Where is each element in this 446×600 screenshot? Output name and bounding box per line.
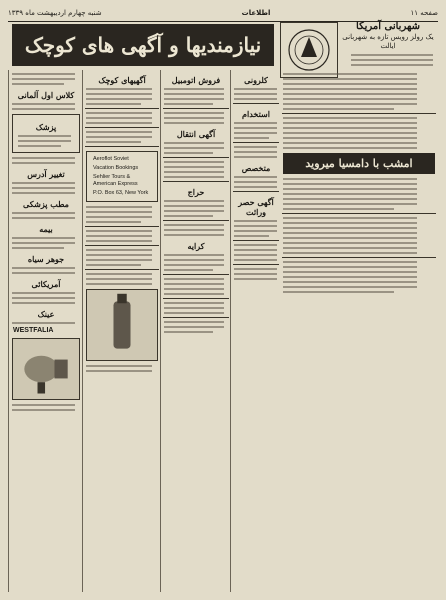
page-number: صفحه ۱۱ [410,9,438,17]
machine-illustration-icon [13,339,79,399]
ad-small-ads: آگهیهای کوچک [98,75,146,85]
advert-headline: شهربانی آمریکا [356,21,420,32]
cinema-advert [283,153,435,174]
bottle-illustration [86,289,158,361]
ad-rent: کرایه [187,241,205,251]
column-1 [8,70,83,592]
ad-tours: Sehlier Tours & American Express [93,174,138,187]
brand-westfalia: WESTFALIA [13,327,54,334]
emblem-icon [281,23,337,77]
column-4 [230,70,281,592]
ad-address-change: تغییر آدرس [27,169,65,179]
ad-clerony: کلرونی [244,75,268,85]
column-5 [280,70,438,592]
classifieds-banner [12,24,274,66]
ad-ink: جوهر سیاه [27,254,65,264]
ad-transfer: آگهی انتقال [176,129,216,139]
westfalia-illustration [12,338,80,400]
ad-box-travel [86,151,158,202]
ad-clinic: مطب پزشکی [23,199,69,209]
ad-glasses: عینک [37,309,55,319]
ad-box-doctor [12,114,80,153]
ad-specialist: متخصص [241,163,271,173]
ad-doctor: پزشک [35,122,57,132]
ad-american: آمریکائی [31,279,61,289]
advert-subline: یک رولز رویس تازه به شهربانی ایالت [342,33,434,50]
column-3 [160,70,231,592]
ad-german-class: کلاس اول آلمانی [17,90,75,100]
ad-car-sale: فروش اتومبیل [171,75,221,85]
newspaper-name: اطلاعات [241,9,271,17]
cinema-advert-title: امشب با دامسیا میروید [305,157,413,170]
ad-insurance: بیمه [39,224,53,234]
ad-vacation: Vacation Bookings [93,165,139,171]
page-header [8,6,438,20]
issue-date: شنبه چهارم اردیبهشت ماه ۱۳۳۹ [8,9,102,17]
ad-pobox: P.O. Box 63, New York [93,190,149,196]
ad-hiring: استخدام [242,109,270,119]
ad-aeroflot: Aeroflot Soviet [93,156,129,162]
column-2 [82,70,161,592]
banner-title: نیازمندیها و آگهی های کوچک [24,33,262,57]
ad-inheritance: آگهی حصر وراثت [238,197,274,217]
bottle-icon [87,290,157,360]
ad-auction: حراج [187,187,205,197]
